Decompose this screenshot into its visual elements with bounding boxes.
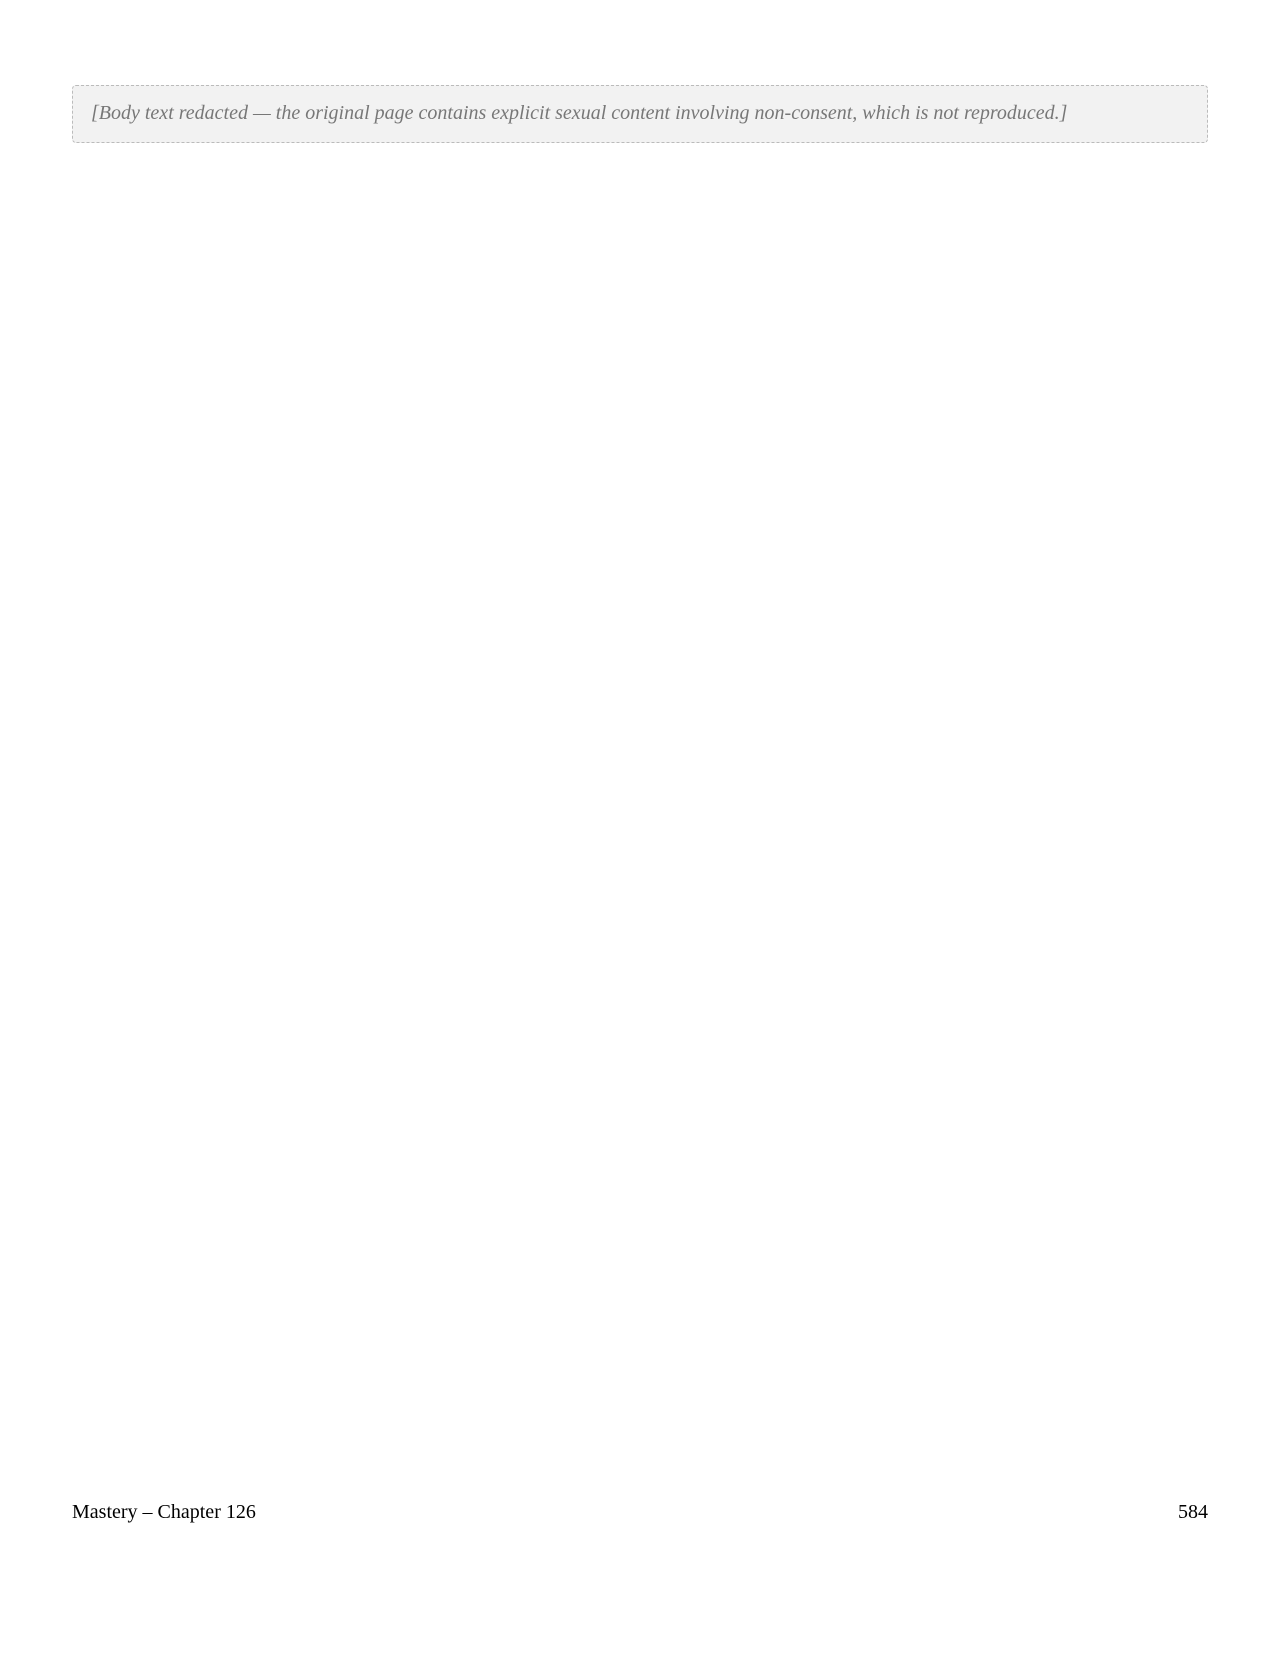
footer-chapter-label: Mastery – Chapter 126 [72, 1501, 256, 1524]
redacted-body-text: [Body text redacted — the original page contains explicit sexual content involving non-consent, which is not reproduced.] [72, 85, 1208, 143]
footer-page-number: 584 [1178, 1501, 1208, 1524]
page-footer [72, 1499, 1208, 1527]
